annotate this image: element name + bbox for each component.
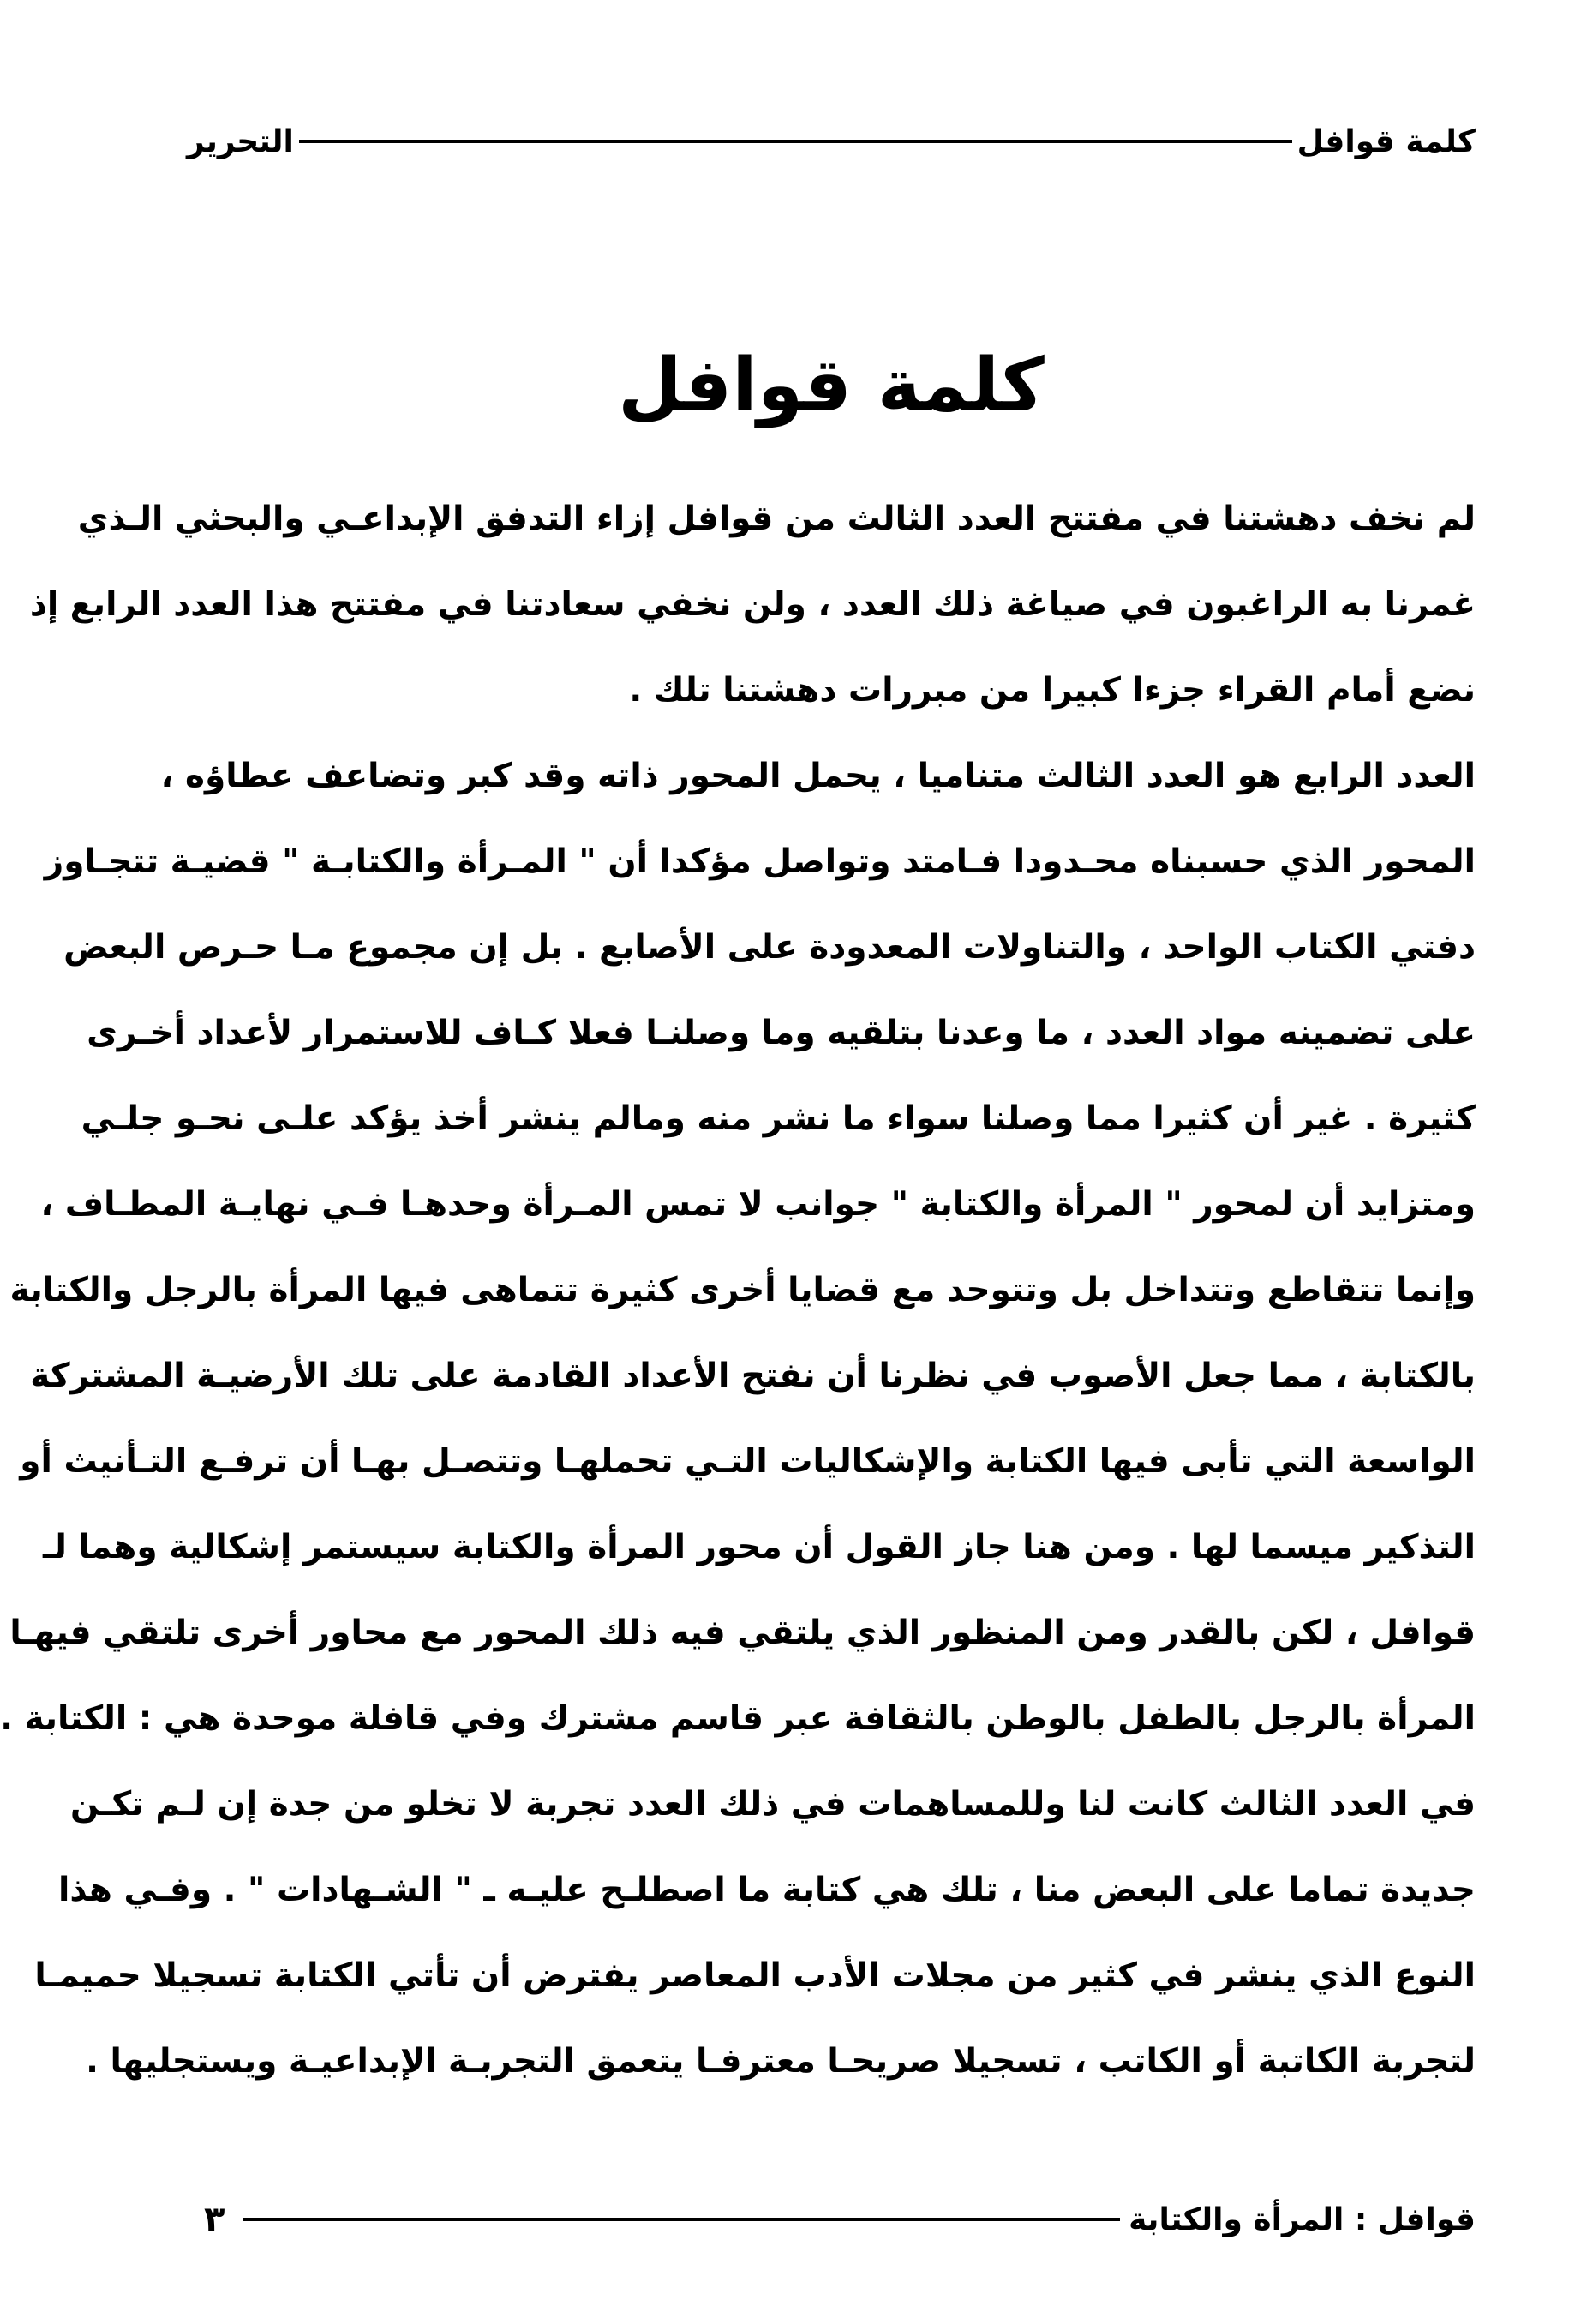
text-line: قوافل ، لكن بالقدر ومن المنظور الذي يلتقي فيه ذلك المحور مع محاور أخرى تلتقي فيهـا — [9, 1614, 1476, 1652]
text-line: بالكتابة ، مما جعل الأصوب في نظرنا أن نفتح الأعداد القادمة على تلك الأرضيـة المشتركة — [30, 1357, 1476, 1395]
text-line: الواسعة التي تأبى فيها الكتابة والإشكاليات التـي تحملهـا وتتصـل بهـا أن ترفـع التـأنيث أو — [20, 1442, 1476, 1481]
text-line: ومتزايد أن لمحور " المرأة والكتابة " جوانب لا تمس المـرأة وحدهـا فـي نهايـة المطـاف ، — [40, 1185, 1476, 1224]
text-line: العدد الرابع هو العدد الثالث متناميا ، يحمل المحور ذاته وقد كبر وتضاعف عطاؤه ، — [160, 757, 1476, 795]
header-section-title: كلمة قوافل — [1297, 123, 1476, 159]
text-line: كثيرة . غير أن كثيرا مما وصلنا سواء ما نشر منه ومالم ينشر أخذ يؤكد علـى نحـو جلـي — [81, 1099, 1476, 1138]
text-line: وإنما تتقاطع وتتداخل بل وتتوحد مع قضايا أخرى كثيرة تتماهى فيها المرأة بالرجل والكتابة — [9, 1271, 1476, 1309]
text-line: دفتي الكتاب الواحد ، والتناولات المعدودة على الأصابع . بل إن مجموع مـا حـرص البعض — [63, 928, 1476, 967]
page-title: كلمة قوافل — [618, 343, 1045, 428]
running-header — [187, 120, 1476, 163]
paragraph-2 — [0, 734, 1476, 1762]
paragraph-3 — [34, 1762, 1476, 2105]
footer-publication-title: قوافل : المرأة والكتابة — [1129, 2201, 1476, 2237]
text-line: النوع الذي ينشر في كثير من مجلات الأدب المعاصر يفترض أن تأتي الكتابة تسجيلا حميمـا — [34, 1956, 1476, 1995]
page-number: ٣ — [204, 2200, 225, 2239]
text-line: على تضمينه مواد العدد ، ما وعدنا بتلقيه وما وصلنـا فعلا كـاف للاستمرار لأعداد أخـرى — [87, 1014, 1476, 1052]
running-footer — [187, 2194, 1476, 2245]
text-line: المرأة بالرجل بالطفل بالوطن بالثقافة عبر قاسم مشترك وفي قافلة موحدة هي : الكتابة . — [0, 1699, 1476, 1738]
text-line: في العدد الثالث كانت لنا وللمساهمات في ذلك العدد تجربة لا تخلو من جدة إن لـم تكـن — [70, 1785, 1476, 1824]
text-line: لتجربة الكاتبة أو الكاتب ، تسجيلا صريحـا معترفـا يتعمق التجربـة الإبداعيـة ويستجليها . — [86, 2042, 1476, 2081]
text-line: جديدة تماما على البعض منا ، تلك هي كتابة ما اصطلـح عليـه ـ " الشـهادات " . وفـي هذا — [58, 1871, 1476, 1909]
footer-rule — [243, 2218, 1120, 2221]
text-line: غمرنا به الراغبون في صياغة ذلك العدد ، ولن نخفي سعادتنا في مفتتح هذا العدد الرابع إذ — [29, 585, 1476, 624]
paragraph-1 — [29, 476, 1476, 734]
text-line: لم نخف دهشتنا في مفتتح العدد الثالث من قوافل إزاء التدفق الإبداعـي والبحثي الـذي — [77, 500, 1476, 538]
body-text — [0, 476, 1476, 2105]
text-line: نضع أمام القراء جزءا كبيرا من مبررات دهشتنا تلك . — [629, 671, 1476, 710]
header-author: التحرير — [187, 123, 294, 159]
text-line: التذكير ميسما لها . ومن هنا جاز القول أن محور المرأة والكتابة سيستمر إشكالية وهما لـ — [42, 1528, 1476, 1566]
text-line: المحور الذي حسبناه محـدودا فـامتد وتواصل مؤكدا أن " المـرأة والكتابـة " قضيـة تتجـاوز — [44, 842, 1476, 881]
header-rule — [299, 140, 1292, 143]
